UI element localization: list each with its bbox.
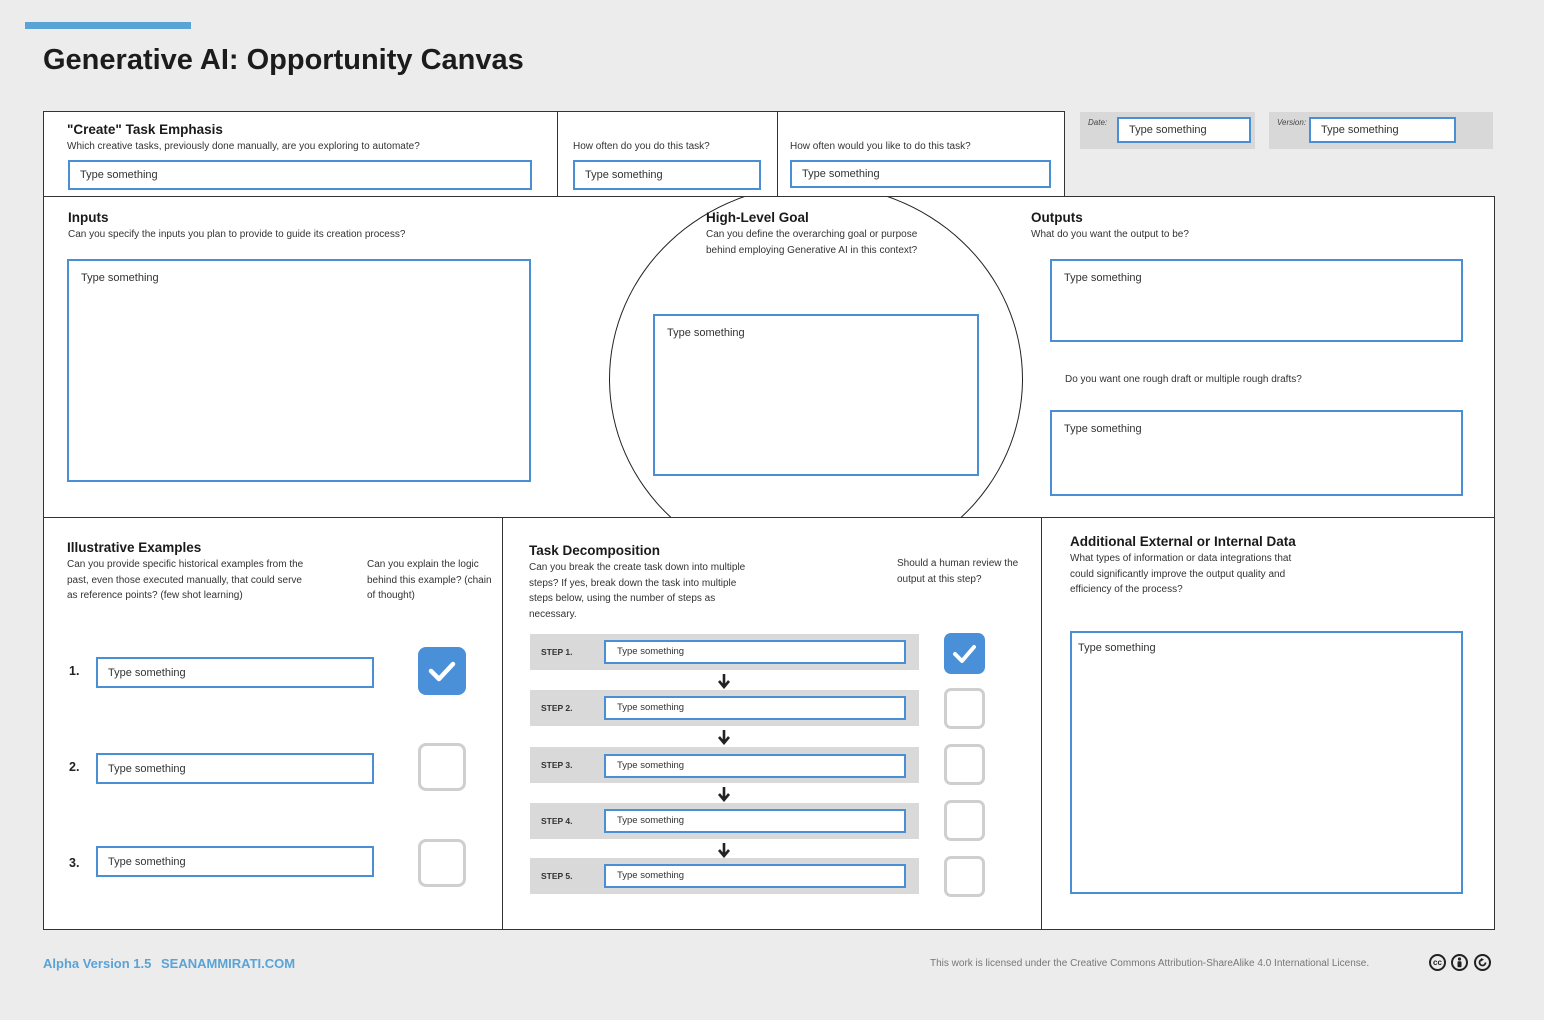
step-label: STEP 1. xyxy=(541,647,573,657)
arrow-down-icon xyxy=(716,842,732,858)
create-task-heading: "Create" Task Emphasis xyxy=(67,122,223,137)
create-task-input[interactable]: Type something xyxy=(68,160,532,190)
top-accent-bar xyxy=(25,22,191,29)
decomposition-heading: Task Decomposition xyxy=(529,543,661,558)
example-number: 1. xyxy=(69,664,80,678)
example-checkbox-1[interactable] xyxy=(418,647,466,695)
examples-question: Can you provide specific historical examples from the past, even those executed manually, that could serve as reference points? (few shot learning) xyxy=(67,559,304,601)
step-checkbox-1[interactable] xyxy=(944,633,985,674)
drafts-question: Do you want one rough draft or multiple rough drafts? xyxy=(1065,374,1302,385)
cc-icon[interactable]: cc xyxy=(1429,954,1446,971)
inputs-question: Can you specify the inputs you plan to provide to guide its creation process? xyxy=(68,229,406,240)
example-input-2[interactable]: Type something xyxy=(96,753,374,784)
logic-question: Can you explain the logic behind this example? (chain of thought) xyxy=(367,559,492,601)
outputs-heading: Outputs xyxy=(1031,210,1083,225)
site-link[interactable]: SEANAMMIRATI.COM xyxy=(161,956,296,971)
goal-textarea[interactable]: Type something xyxy=(653,314,979,476)
date-label: Date: xyxy=(1088,118,1108,127)
sa-icon[interactable] xyxy=(1474,954,1491,971)
page-title: Generative AI: Opportunity Canvas xyxy=(43,44,524,76)
how-often-question: How often do you do this task? xyxy=(573,141,710,152)
inputs-heading: Inputs xyxy=(68,210,109,225)
step-input-4[interactable]: Type something xyxy=(604,809,906,833)
version-text: Alpha Version 1.5 xyxy=(43,956,152,971)
external-data-heading: Additional External or Internal Data xyxy=(1070,534,1296,549)
example-input-1[interactable]: Type something xyxy=(96,657,374,688)
outputs-question: What do you want the output to be? xyxy=(1031,229,1189,240)
step-input-5[interactable]: Type something xyxy=(604,864,906,888)
checkmark-icon xyxy=(944,633,985,674)
step-input-1[interactable]: Type something xyxy=(604,640,906,664)
example-number: 3. xyxy=(69,856,80,870)
example-checkbox-2[interactable] xyxy=(418,743,466,791)
external-data-textarea[interactable]: Type something xyxy=(1070,631,1463,894)
person-icon xyxy=(1455,957,1464,968)
external-data-question: What types of information or data integrations that could significantly improve the output quality and efficiency of the process? xyxy=(1070,553,1292,595)
decomposition-question: Can you break the create task down into multiple steps? If yes, break down the task into multiple steps below, using the number of steps as necessary. xyxy=(529,562,746,620)
step-label: STEP 5. xyxy=(541,871,573,881)
drafts-textarea[interactable]: Type something xyxy=(1050,410,1463,496)
step-label: STEP 2. xyxy=(541,703,573,713)
how-often-like-question: How often would you like to do this task? xyxy=(790,141,971,152)
step-checkbox-5[interactable] xyxy=(944,856,985,897)
create-task-question: Which creative tasks, previously done manually, are you exploring to automate? xyxy=(67,141,420,152)
outputs-textarea[interactable]: Type something xyxy=(1050,259,1463,342)
step-label: STEP 3. xyxy=(541,760,573,770)
footer-version xyxy=(43,956,301,971)
step-input-2[interactable]: Type something xyxy=(604,696,906,720)
example-number: 2. xyxy=(69,760,80,774)
goal-heading: High-Level Goal xyxy=(706,210,809,225)
step-label: STEP 4. xyxy=(541,816,573,826)
step-input-3[interactable]: Type something xyxy=(604,754,906,778)
arrow-down-icon xyxy=(716,673,732,689)
example-checkbox-3[interactable] xyxy=(418,839,466,887)
step-checkbox-2[interactable] xyxy=(944,688,985,729)
example-input-3[interactable]: Type something xyxy=(96,846,374,877)
step-checkbox-4[interactable] xyxy=(944,800,985,841)
step-checkbox-3[interactable] xyxy=(944,744,985,785)
review-question: Should a human review the output at this step? xyxy=(897,558,1019,585)
license-text: This work is licensed under the Creative Commons Attribution-ShareAlike 4.0 International License. xyxy=(930,958,1370,969)
inputs-textarea[interactable]: Type something xyxy=(67,259,531,482)
version-label: Version: xyxy=(1277,118,1307,127)
examples-heading: Illustrative Examples xyxy=(67,540,202,555)
arrow-down-icon xyxy=(716,729,732,745)
date-input[interactable]: Type something xyxy=(1117,117,1251,143)
version-input[interactable]: Type something xyxy=(1309,117,1456,143)
by-icon[interactable] xyxy=(1451,954,1468,971)
arrow-down-icon xyxy=(716,786,732,802)
goal-question: Can you define the overarching goal or purpose behind employing Generative AI in this context? xyxy=(706,229,918,256)
checkmark-icon xyxy=(418,647,466,695)
how-often-like-input[interactable]: Type something xyxy=(790,160,1051,188)
how-often-input[interactable]: Type something xyxy=(573,160,761,190)
share-alike-icon xyxy=(1477,957,1488,968)
